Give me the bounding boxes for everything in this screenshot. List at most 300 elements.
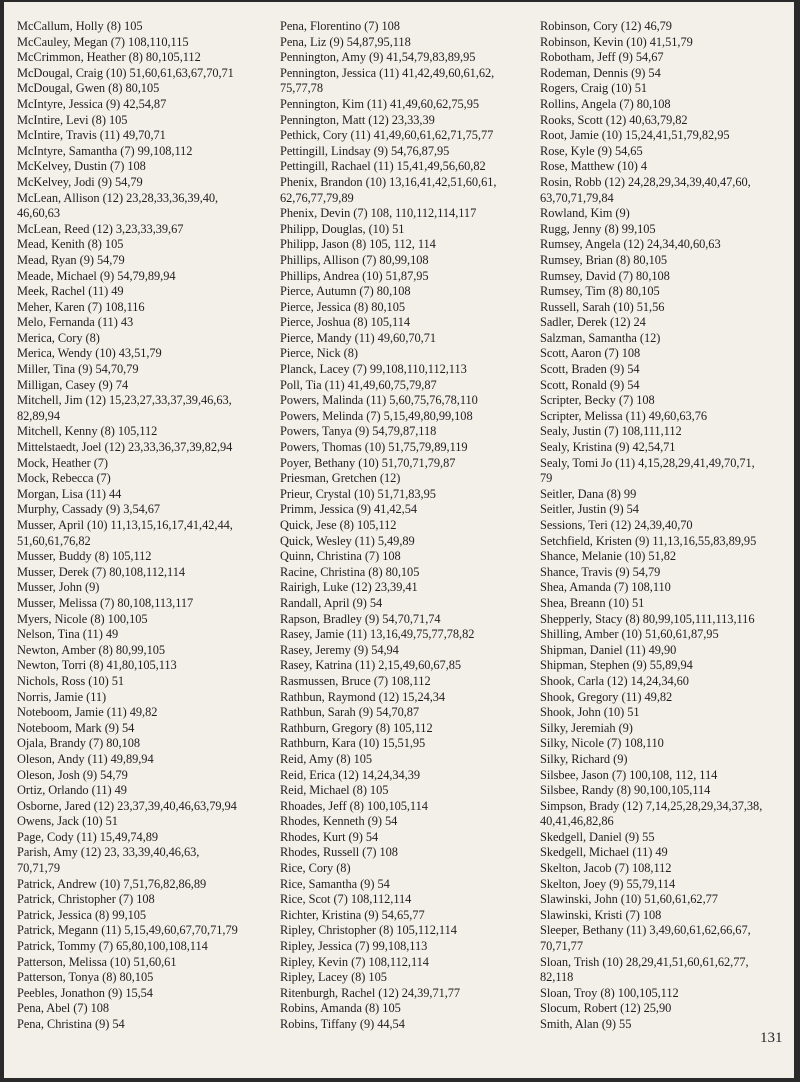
index-entry — [280, 159, 530, 175]
index-entry — [540, 549, 790, 565]
index-entry — [540, 908, 790, 924]
index-entry-text: Prieur, Crystal (10) 51,71,83,95 — [280, 486, 436, 501]
index-entry — [540, 284, 790, 300]
index-entry — [540, 783, 790, 799]
index-entry — [280, 627, 530, 643]
index-entry — [280, 253, 530, 269]
index-entry — [280, 19, 530, 35]
index-entry-text: Rhodes, Kenneth (9) 54 — [280, 814, 398, 829]
index-entry — [17, 721, 269, 737]
index-entry — [280, 830, 530, 846]
index-entry-text: Nichols, Ross (10) 51 — [17, 673, 125, 688]
index-entry-continuation: 70,71,77 — [540, 939, 583, 954]
index-entry-text: Pena, Abel (7) 108 — [17, 1001, 110, 1016]
index-entry-text: Ripley, Lacey (8) 105 — [280, 970, 387, 985]
index-entry-text: McKelvey, Jodi (9) 54,79 — [17, 174, 143, 189]
index-entry-text: Pena, Florentino (7) 108 — [280, 19, 400, 33]
index-entry — [280, 346, 530, 362]
index-entry-text: Rasmussen, Bruce (7) 108,112 — [280, 673, 431, 688]
index-entry-text: Powers, Tanya (9) 54,79,87,118 — [280, 424, 437, 439]
index-entry-text: McKelvey, Dustin (7) 108 — [17, 159, 146, 174]
index-entry — [540, 752, 790, 768]
index-entry-text: Russell, Sarah (10) 51,56 — [540, 299, 665, 314]
index-entry — [540, 580, 790, 596]
index-entry — [280, 113, 530, 129]
index-entry — [540, 861, 790, 877]
index-entry-text: McLean, Allison (12) 23,28,33,36,39,40, — [17, 190, 219, 205]
index-entry-text: McIntyre, Jessica (9) 42,54,87 — [17, 96, 167, 111]
index-entry — [17, 986, 269, 1002]
index-entry-continuation: 46,60,63 — [17, 206, 60, 221]
index-entry-continuation: 70,71,79 — [17, 861, 60, 876]
index-entry-text: Phenix, Devin (7) 108, 110,112,114,117 — [280, 206, 477, 221]
index-entry — [17, 424, 269, 440]
index-entry — [17, 331, 269, 347]
index-entry-text: Rugg, Jenny (8) 99,105 — [540, 221, 656, 236]
index-entry — [540, 253, 790, 269]
index-entry-text: Shea, Amanda (7) 108,110 — [540, 580, 671, 595]
index-entry-text: Pennington, Jessica (11) 41,42,49,60,61,62, — [280, 65, 495, 80]
index-entry-text: Ripley, Kevin (7) 108,112,114 — [280, 954, 429, 969]
index-entry-text: Patterson, Tonya (8) 80,105 — [17, 970, 154, 985]
index-entry-text: Mitchell, Jim (12) 15,23,27,33,37,39,46,63, — [17, 393, 232, 408]
index-entry — [280, 721, 530, 737]
index-entry — [17, 549, 269, 565]
index-entry-text: Rose, Matthew (10) 4 — [540, 159, 648, 174]
index-entry — [17, 518, 269, 549]
index-entry — [540, 1017, 790, 1033]
index-entry — [540, 768, 790, 784]
index-entry — [17, 799, 269, 815]
index-entry-text: McIntire, Levi (8) 105 — [17, 112, 128, 127]
index-entry — [280, 783, 530, 799]
index-entry-text: Poyer, Bethany (10) 51,70,71,79,87 — [280, 455, 456, 470]
index-entry — [540, 346, 790, 362]
index-entry-text: Shook, John (10) 51 — [540, 705, 640, 720]
index-entry-text: Merica, Cory (8) — [17, 330, 100, 345]
index-entry — [540, 534, 790, 550]
index-entry-text: McDougal, Craig (10) 51,60,61,63,67,70,71 — [17, 65, 234, 80]
index-entry-text: Rice, Cory (8) — [280, 861, 351, 876]
index-entry-text: Murphy, Cassady (9) 3,54,67 — [17, 502, 161, 517]
index-entry — [17, 705, 269, 721]
index-entry — [540, 456, 790, 487]
index-entry-text: Newton, Amber (8) 80,99,105 — [17, 642, 166, 657]
index-entry — [17, 596, 269, 612]
index-entry — [17, 643, 269, 659]
index-entry — [17, 970, 269, 986]
index-entry-text: Rumsey, David (7) 80,108 — [540, 268, 670, 283]
index-entry — [17, 892, 269, 908]
index-entry — [540, 97, 790, 113]
index-entry-text: Patrick, Megann (11) 5,15,49,60,67,70,71,79 — [17, 923, 238, 938]
index-column-3 — [540, 19, 790, 1033]
index-entry-text: Noteboom, Jamie (11) 49,82 — [17, 705, 158, 720]
index-entry-text: Rapson, Bradley (9) 54,70,71,74 — [280, 611, 441, 626]
index-entry-text: Primm, Jessica (9) 41,42,54 — [280, 502, 417, 517]
index-entry — [17, 690, 269, 706]
index-entry — [280, 658, 530, 674]
index-entry — [280, 752, 530, 768]
index-entry-text: Mock, Rebecca (7) — [17, 471, 111, 486]
index-entry — [540, 300, 790, 316]
index-entry — [17, 222, 269, 238]
index-entry-text: Scripter, Becky (7) 108 — [540, 393, 655, 408]
index-entry-text: Rice, Scot (7) 108,112,114 — [280, 892, 412, 907]
index-entry-text: Planck, Lacey (7) 99,108,110,112,113 — [280, 362, 467, 377]
index-entry-text: Skelton, Joey (9) 55,79,114 — [540, 876, 676, 891]
index-column-2 — [280, 19, 530, 1033]
index-entry-text: Sleeper, Bethany (11) 3,49,60,61,62,66,67, — [540, 923, 751, 938]
index-entry — [540, 440, 790, 456]
index-entry — [540, 1001, 790, 1017]
index-entry-text: Pettingill, Rachael (11) 15,41,49,56,60,82 — [280, 159, 486, 174]
index-entry-text: Slocum, Robert (12) 25,90 — [540, 1001, 672, 1016]
index-entry — [17, 144, 269, 160]
index-entry — [540, 799, 790, 830]
index-entry — [540, 175, 790, 206]
index-entry-text: Milligan, Casey (9) 74 — [17, 377, 129, 392]
index-entry-text: Robins, Tiffany (9) 44,54 — [280, 1017, 405, 1031]
index-entry — [280, 534, 530, 550]
index-entry — [280, 861, 530, 877]
index-entry-text: Sealy, Justin (7) 108,111,112 — [540, 424, 682, 439]
index-entry — [280, 923, 530, 939]
index-entry — [17, 393, 269, 424]
index-entry — [540, 206, 790, 222]
index-entry-text: Sealy, Tomi Jo (11) 4,15,28,29,41,49,70,71, — [540, 455, 755, 470]
index-entry-text: Robinson, Cory (12) 46,79 — [540, 19, 672, 33]
index-entry — [540, 627, 790, 643]
index-entry — [17, 923, 269, 939]
index-entry-text: Scott, Aaron (7) 108 — [540, 346, 641, 361]
index-entry-text: Phillips, Allison (7) 80,99,108 — [280, 252, 429, 267]
index-entry — [17, 908, 269, 924]
index-entry — [17, 300, 269, 316]
index-entry-text: Shepperly, Stacy (8) 80,99,105,111,113,116 — [540, 611, 755, 626]
index-entry — [17, 128, 269, 144]
index-entry-text: Silsbee, Randy (8) 90,100,105,114 — [540, 783, 711, 798]
index-entry-text: Ortiz, Orlando (11) 49 — [17, 783, 127, 798]
index-entry-text: Reid, Erica (12) 14,24,34,39 — [280, 767, 421, 782]
index-entry-text: Quick, Jese (8) 105,112 — [280, 518, 397, 532]
index-entry-text: Norris, Jamie (11) — [17, 689, 107, 704]
index-entry — [540, 845, 790, 861]
index-entry — [280, 690, 530, 706]
index-entry-text: Patterson, Melissa (10) 51,60,61 — [17, 954, 177, 969]
index-entry-text: Meek, Rachel (11) 49 — [17, 284, 124, 299]
index-entry-text: Owens, Jack (10) 51 — [17, 814, 118, 829]
index-entry — [17, 845, 269, 876]
index-entry — [280, 565, 530, 581]
index-entry-text: Meher, Karen (7) 108,116 — [17, 299, 145, 314]
index-entry-text: Sloan, Troy (8) 100,105,112 — [540, 985, 679, 1000]
index-entry-text: Rooks, Scott (12) 40,63,79,82 — [540, 112, 688, 127]
index-entry — [280, 409, 530, 425]
index-entry — [280, 393, 530, 409]
index-entry — [540, 128, 790, 144]
index-entry-text: Rumsey, Angela (12) 24,34,40,60,63 — [540, 237, 721, 252]
index-entry-text: Robins, Amanda (8) 105 — [280, 1001, 401, 1016]
index-entry — [280, 674, 530, 690]
index-entry-text: Rosin, Robb (12) 24,28,29,34,39,40,47,60, — [540, 174, 751, 189]
index-entry — [540, 830, 790, 846]
index-entry — [280, 378, 530, 394]
index-entry-text: Pierce, Nick (8) — [280, 346, 358, 361]
index-entry — [280, 237, 530, 253]
index-entry-text: Sloan, Trish (10) 28,29,41,51,60,61,62,77, — [540, 954, 749, 969]
index-entry-text: Ojala, Brandy (7) 80,108 — [17, 736, 141, 751]
index-entry — [280, 596, 530, 612]
index-entry — [280, 471, 530, 487]
index-entry-text: Pena, Christina (9) 54 — [17, 1017, 125, 1031]
index-entry — [280, 315, 530, 331]
index-entry-text: McCrimmon, Heather (8) 80,105,112 — [17, 50, 201, 65]
index-entry-text: McCauley, Megan (7) 108,110,115 — [17, 34, 189, 49]
index-entry-text: Reid, Michael (8) 105 — [280, 783, 389, 798]
index-entry-text: Musser, Buddy (8) 105,112 — [17, 549, 152, 564]
index-entry-text: Oleson, Josh (9) 54,79 — [17, 767, 128, 782]
index-entry-text: Rowland, Kim (9) — [540, 206, 630, 221]
index-entry-text: Osborne, Jared (12) 23,37,39,40,46,63,79,94 — [17, 798, 237, 813]
index-entry-text: Rogers, Craig (10) 51 — [540, 81, 648, 96]
index-entry — [280, 845, 530, 861]
index-entry-text: Musser, April (10) 11,13,15,16,17,41,42,44, — [17, 518, 233, 532]
index-entry — [540, 409, 790, 425]
index-entry — [280, 128, 530, 144]
index-entry — [280, 643, 530, 659]
index-entry — [17, 191, 269, 222]
index-entry — [280, 799, 530, 815]
index-entry — [17, 830, 269, 846]
index-entry — [280, 612, 530, 628]
index-entry — [540, 986, 790, 1002]
index-entry-text: Reid, Amy (8) 105 — [280, 751, 373, 766]
index-column-1 — [17, 19, 269, 1033]
index-entry-text: Poll, Tia (11) 41,49,60,75,79,87 — [280, 377, 437, 392]
index-entry — [17, 81, 269, 97]
index-entry — [280, 549, 530, 565]
index-entry-text: Peebles, Jonathon (9) 15,54 — [17, 985, 153, 1000]
index-entry — [280, 50, 530, 66]
index-entry-text: Merica, Wendy (10) 43,51,79 — [17, 346, 162, 361]
index-entry-text: Rairigh, Luke (12) 23,39,41 — [280, 580, 418, 595]
index-entry-text: Oleson, Andy (11) 49,89,94 — [17, 751, 154, 766]
index-entry-text: Rhodes, Kurt (9) 54 — [280, 829, 379, 844]
index-entry-text: Rice, Samantha (9) 54 — [280, 876, 390, 891]
index-entry — [17, 159, 269, 175]
index-entry-text: Robinson, Kevin (10) 41,51,79 — [540, 34, 693, 49]
index-entry-text: Noteboom, Mark (9) 54 — [17, 720, 135, 735]
index-entry — [17, 456, 269, 472]
index-entry — [540, 81, 790, 97]
index-entry-text: Shipman, Daniel (11) 49,90 — [540, 642, 677, 657]
index-entry-text: Ripley, Jessica (7) 99,108,113 — [280, 939, 428, 954]
index-entry-text: Philipp, Douglas, (10) 51 — [280, 221, 405, 236]
index-entry — [17, 378, 269, 394]
index-entry-text: Meade, Michael (9) 54,79,89,94 — [17, 268, 176, 283]
index-entry-text: Patrick, Jessica (8) 99,105 — [17, 907, 147, 922]
index-entry — [280, 222, 530, 238]
index-entry-text: Musser, John (9) — [17, 580, 100, 595]
index-entry — [280, 955, 530, 971]
index-entry-text: Salzman, Samantha (12) — [540, 330, 661, 345]
index-entry-text: Pennington, Kim (11) 41,49,60,62,75,95 — [280, 96, 479, 111]
index-entry-continuation: 63,70,71,79,84 — [540, 190, 614, 205]
index-entry — [280, 300, 530, 316]
index-entry — [540, 159, 790, 175]
index-entry — [280, 939, 530, 955]
index-entry — [280, 97, 530, 113]
index-entry — [540, 612, 790, 628]
page-number: 131 — [760, 1030, 783, 1046]
index-entry-text: Musser, Melissa (7) 80,108,113,117 — [17, 595, 194, 610]
index-entry — [17, 471, 269, 487]
index-entry-text: Melo, Fernanda (11) 43 — [17, 315, 134, 330]
index-entry-text: Smith, Alan (9) 55 — [540, 1017, 632, 1031]
index-entry — [17, 50, 269, 66]
index-entry-text: Rasey, Jamie (11) 13,16,49,75,77,78,82 — [280, 627, 475, 642]
index-entry — [17, 736, 269, 752]
index-entry-text: Sealy, Kristina (9) 42,54,71 — [540, 440, 676, 455]
index-entry — [17, 19, 269, 35]
index-entry — [280, 908, 530, 924]
index-entry-text: Scripter, Melissa (11) 49,60,63,76 — [540, 408, 708, 423]
index-entry-continuation: 75,77,78 — [280, 81, 323, 96]
index-entry-text: Powers, Malinda (11) 5,60,75,76,78,110 — [280, 393, 478, 408]
index-entry-text: Shook, Carla (12) 14,24,34,60 — [540, 673, 689, 688]
index-entry — [540, 487, 790, 503]
index-entry — [540, 50, 790, 66]
index-entry-text: Pena, Liz (9) 54,87,95,118 — [280, 34, 411, 49]
index-entry-text: Rathbun, Raymond (12) 15,24,34 — [280, 689, 446, 704]
index-entry — [17, 237, 269, 253]
index-entry — [540, 658, 790, 674]
index-entry-text: Ritenburgh, Rachel (12) 24,39,71,77 — [280, 985, 461, 1000]
index-entry — [17, 768, 269, 784]
index-entry-text: McIntyre, Samantha (7) 99,108,112 — [17, 143, 193, 158]
index-entry-text: Nelson, Tina (11) 49 — [17, 627, 119, 642]
index-entry-text: Pettingill, Lindsay (9) 54,76,87,95 — [280, 143, 450, 158]
index-entry — [280, 440, 530, 456]
index-entry — [540, 502, 790, 518]
index-entry — [540, 331, 790, 347]
index-entry — [540, 222, 790, 238]
index-entry — [280, 986, 530, 1002]
index-entry — [17, 97, 269, 113]
index-entry — [280, 206, 530, 222]
index-entry — [280, 736, 530, 752]
index-entry — [280, 768, 530, 784]
index-entry — [280, 331, 530, 347]
index-entry-text: Rhoades, Jeff (8) 100,105,114 — [280, 798, 428, 813]
index-entry — [17, 1001, 269, 1017]
index-entry — [280, 877, 530, 893]
index-entry — [540, 19, 790, 35]
index-entry-text: Silky, Nicole (7) 108,110 — [540, 736, 664, 751]
index-entry-continuation: 40,41,46,82,86 — [540, 814, 614, 829]
index-entry-text: Setchfield, Kristen (9) 11,13,16,55,83,89,95 — [540, 533, 757, 548]
index-entry — [280, 144, 530, 160]
index-entry — [540, 705, 790, 721]
index-entry — [540, 877, 790, 893]
index-entry-text: Randall, April (9) 54 — [280, 595, 383, 610]
index-entry-text: Patrick, Andrew (10) 7,51,76,82,86,89 — [17, 876, 207, 891]
index-entry-text: Shance, Travis (9) 54,79 — [540, 564, 661, 579]
index-entry-text: Mead, Kenith (8) 105 — [17, 237, 124, 252]
index-entry — [17, 814, 269, 830]
index-entry-text: Racine, Christina (8) 80,105 — [280, 564, 420, 579]
index-entry — [17, 269, 269, 285]
index-entry — [280, 269, 530, 285]
index-entry — [17, 783, 269, 799]
index-entry-text: Root, Jamie (10) 15,24,41,51,79,82,95 — [540, 128, 730, 143]
index-entry — [540, 892, 790, 908]
index-entry — [540, 144, 790, 160]
index-entry — [17, 502, 269, 518]
index-entry — [17, 1017, 269, 1033]
index-entry-text: Rollins, Angela (7) 80,108 — [540, 96, 671, 111]
index-entry-text: Powers, Thomas (10) 51,75,79,89,119 — [280, 440, 468, 455]
index-entry-text: Skelton, Jacob (7) 108,112 — [540, 861, 672, 876]
index-entry — [280, 362, 530, 378]
index-entry-text: McIntire, Travis (11) 49,70,71 — [17, 128, 166, 143]
index-entry-text: Richter, Kristina (9) 54,65,77 — [280, 907, 425, 922]
index-entry-text: Scott, Braden (9) 54 — [540, 362, 640, 377]
index-entry — [540, 378, 790, 394]
index-entry — [280, 892, 530, 908]
index-entry — [540, 518, 790, 534]
index-entry — [280, 35, 530, 51]
index-entry-text: Scott, Ronald (9) 54 — [540, 377, 640, 392]
index-entry-text: Rhodes, Russell (7) 108 — [280, 845, 398, 860]
index-entry-text: McLean, Reed (12) 3,23,33,39,67 — [17, 221, 184, 236]
index-entry — [17, 565, 269, 581]
index-entry-text: Ripley, Christopher (8) 105,112,114 — [280, 923, 457, 938]
index-entry-text: McDougal, Gwen (8) 80,105 — [17, 81, 160, 96]
index-entry — [540, 424, 790, 440]
index-entry-text: Patrick, Christopher (7) 108 — [17, 892, 155, 907]
index-entry-text: Simpson, Brady (12) 7,14,25,28,29,34,37,38, — [540, 798, 763, 813]
index-entry-text: Rathburn, Gregory (8) 105,112 — [280, 720, 433, 735]
index-entry — [17, 253, 269, 269]
index-entry-continuation: 79 — [540, 471, 553, 486]
index-entry-text: Page, Cody (11) 15,49,74,89 — [17, 829, 159, 844]
index-entry — [17, 752, 269, 768]
index-entry — [540, 35, 790, 51]
index-entry — [280, 66, 530, 97]
index-entry-text: Seitler, Justin (9) 54 — [540, 502, 639, 517]
index-entry-text: Musser, Derek (7) 80,108,112,114 — [17, 564, 186, 579]
index-entry — [17, 66, 269, 82]
index-entry — [280, 487, 530, 503]
index-entry — [280, 456, 530, 472]
index-entry-continuation: 82,89,94 — [17, 408, 60, 423]
index-entry — [17, 612, 269, 628]
index-entry-text: Powers, Melinda (7) 5,15,49,80,99,108 — [280, 408, 473, 423]
index-entry — [17, 362, 269, 378]
index-entry — [17, 627, 269, 643]
index-entry-text: Phillips, Andrea (10) 51,87,95 — [280, 268, 429, 283]
index-entry — [17, 440, 269, 456]
index-entry — [17, 487, 269, 503]
index-entry — [540, 596, 790, 612]
index-entry-text: Rasey, Jeremy (9) 54,94 — [280, 642, 399, 657]
index-entry — [280, 1001, 530, 1017]
index-entry — [280, 424, 530, 440]
index-entry — [540, 393, 790, 409]
index-entry — [17, 955, 269, 971]
